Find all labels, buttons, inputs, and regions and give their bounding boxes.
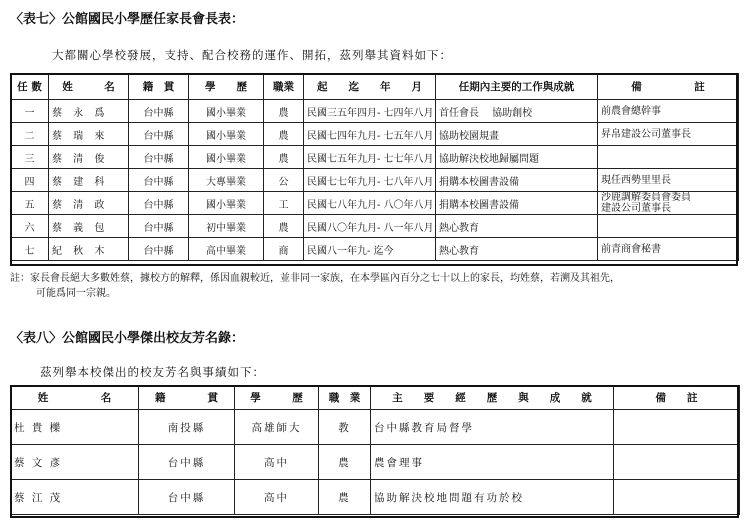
cell-native: 台中縣: [129, 215, 189, 238]
table8-header-row: [11, 386, 740, 410]
header8-remark: 備 註: [614, 386, 740, 410]
cell-occupation: 農: [264, 100, 304, 123]
cell-work: 協助校園規畫: [436, 123, 598, 146]
cell-occupation: 公: [264, 169, 304, 192]
cell-occupation: 農: [264, 146, 304, 169]
cell-education: 國小畢業: [189, 192, 264, 215]
cell-occupation: 商: [264, 238, 304, 261]
cell-name: 紀 秋 木: [49, 238, 129, 261]
cell-remark: 現任西勢里里長: [598, 169, 739, 192]
table7-note-line2: 可能爲同一宗親。: [36, 288, 116, 299]
cell-work: 捐購本校圖書設備: [436, 192, 598, 215]
table8-intro: 茲列舉本校傑出的校友芳名與事績如下：: [40, 365, 265, 379]
cell-order: 一: [11, 100, 49, 123]
cell-career: 台中縣教育局督學: [371, 410, 614, 445]
cell-work: 首任會長 協助創校: [436, 100, 598, 123]
cell-period: 民國八一年九- 迄今: [304, 238, 436, 261]
cell-education: 初中畢業: [189, 215, 264, 238]
header-name: 姓 名: [49, 74, 129, 100]
cell-occupation: 工: [264, 192, 304, 215]
cell-work: 熱心教育: [436, 215, 598, 238]
cell-career: 農會理事: [371, 445, 614, 480]
cell-name: 蔡 建 科: [49, 169, 129, 192]
table7-intro: 大都關心學校發展，支持、配合校務的運作、開拓，茲列舉其資料如下：: [52, 48, 452, 62]
table-row: [11, 410, 740, 445]
cell-remark: 前農會總幹事: [598, 100, 739, 123]
table-row: [11, 480, 740, 515]
header8-career: 主 要 經 歷 與 成 就: [371, 386, 614, 410]
cell-occupation: 農: [264, 123, 304, 146]
header-occupation: 職業: [264, 74, 304, 100]
header-education: 學 歷: [189, 74, 264, 100]
cell-period: 民國七四年九月- 七五年八月: [304, 123, 436, 146]
cell-education: 高雄師大: [235, 410, 319, 445]
table-row: [11, 100, 739, 123]
header-native: 籍 貫: [129, 74, 189, 100]
header8-name: 姓 名: [11, 386, 139, 410]
table8-title: 〈表八〉公館國民小學傑出校友芳名錄：: [10, 331, 245, 346]
cell-name: 蔡 義 包: [49, 215, 129, 238]
cell-work: 熱心教育: [436, 238, 598, 261]
cell-native: 台中縣: [129, 100, 189, 123]
cell-education: 國小畢業: [189, 100, 264, 123]
cell-order: 六: [11, 215, 49, 238]
cell-work: 協助解決校地歸屬問題: [436, 146, 598, 169]
cell-name: 蔡 文 彥: [11, 445, 139, 480]
cell-name: 蔡 江 茂: [11, 480, 139, 515]
table7: [10, 73, 739, 261]
table-row: [11, 169, 739, 192]
cell-occupation: 農: [264, 215, 304, 238]
cell-occupation: 農: [319, 445, 371, 480]
cell-education: 大專畢業: [189, 169, 264, 192]
cell-period: 民國七八年九月- 八〇年八月: [304, 192, 436, 215]
cell-name: 杜 貴 櫟: [11, 410, 139, 445]
cell-remark: 昇帛建設公司董事長: [598, 123, 739, 146]
cell-order: 五: [11, 192, 49, 215]
cell-occupation: 農: [319, 480, 371, 515]
header-remark: 備 註: [598, 74, 739, 100]
cell-native: 台中縣: [129, 238, 189, 261]
cell-native: 台中縣: [129, 146, 189, 169]
header-period: 起 迄 年 月: [304, 74, 436, 100]
cell-period: 民國八〇年九月- 八一年八月: [304, 215, 436, 238]
cell-education: 國小畢業: [189, 123, 264, 146]
cell-native: 台中縣: [139, 480, 235, 515]
cell-education: 高中畢業: [189, 238, 264, 261]
table-row: [11, 445, 740, 480]
cell-remark: [598, 146, 739, 169]
header8-native: 籍 貫: [139, 386, 235, 410]
table-row: [11, 123, 739, 146]
table-row: [11, 192, 739, 215]
cell-name: 蔡 清 政: [49, 192, 129, 215]
cell-period: 民國七五年九月- 七七年八月: [304, 146, 436, 169]
cell-education: 高中: [235, 445, 319, 480]
cell-name: 蔡 瑞 來: [49, 123, 129, 146]
table7-title: 〈表七〉公館國民小學歷任家長會長表：: [10, 12, 245, 27]
table7-note-line1: 註：家長會長絕大多數姓蔡，據校方的解釋，係因血親較近，並非同一家族，在本學區內百分之七十以上的家長，均姓蔡，若溯及其祖先，: [10, 273, 620, 284]
cell-order: 七: [11, 238, 49, 261]
cell-order: 三: [11, 146, 49, 169]
cell-education: 高中: [235, 480, 319, 515]
cell-career: 協助解決校地問題有功於校: [371, 480, 614, 515]
cell-remark: [598, 215, 739, 238]
cell-remark: 沙鹿調解委員會委員 建設公司董事長: [598, 192, 739, 215]
table7-header-row: [11, 74, 739, 100]
cell-native: 台中縣: [129, 123, 189, 146]
cell-order: 四: [11, 169, 49, 192]
cell-education: 國小畢業: [189, 146, 264, 169]
cell-remark: 前青商會秘書: [598, 238, 739, 261]
cell-native: 台中縣: [139, 445, 235, 480]
table-row: [11, 238, 739, 261]
cell-native: 台中縣: [129, 192, 189, 215]
table8: [10, 385, 740, 515]
cell-work: 捐購本校圖書設備: [436, 169, 598, 192]
cell-occupation: 教: [319, 410, 371, 445]
table-row: [11, 146, 739, 169]
header8-education: 學 歷: [235, 386, 319, 410]
cell-remark: [614, 480, 740, 515]
header-work: 任期內主要的工作與成就: [436, 74, 598, 100]
table-row: [11, 215, 739, 238]
header-order: 任 數: [11, 74, 49, 100]
cell-native: 南投縣: [139, 410, 235, 445]
cell-period: 民國七七年九月- 七八年八月: [304, 169, 436, 192]
cell-name: 蔡 永 爲: [49, 100, 129, 123]
cell-remark: [614, 410, 740, 445]
cell-remark: [614, 445, 740, 480]
cell-order: 二: [11, 123, 49, 146]
cell-native: 台中縣: [129, 169, 189, 192]
header8-occupation: 職 業: [319, 386, 371, 410]
cell-name: 蔡 清 俊: [49, 146, 129, 169]
cell-period: 民國三五年四月- 七四年八月: [304, 100, 436, 123]
